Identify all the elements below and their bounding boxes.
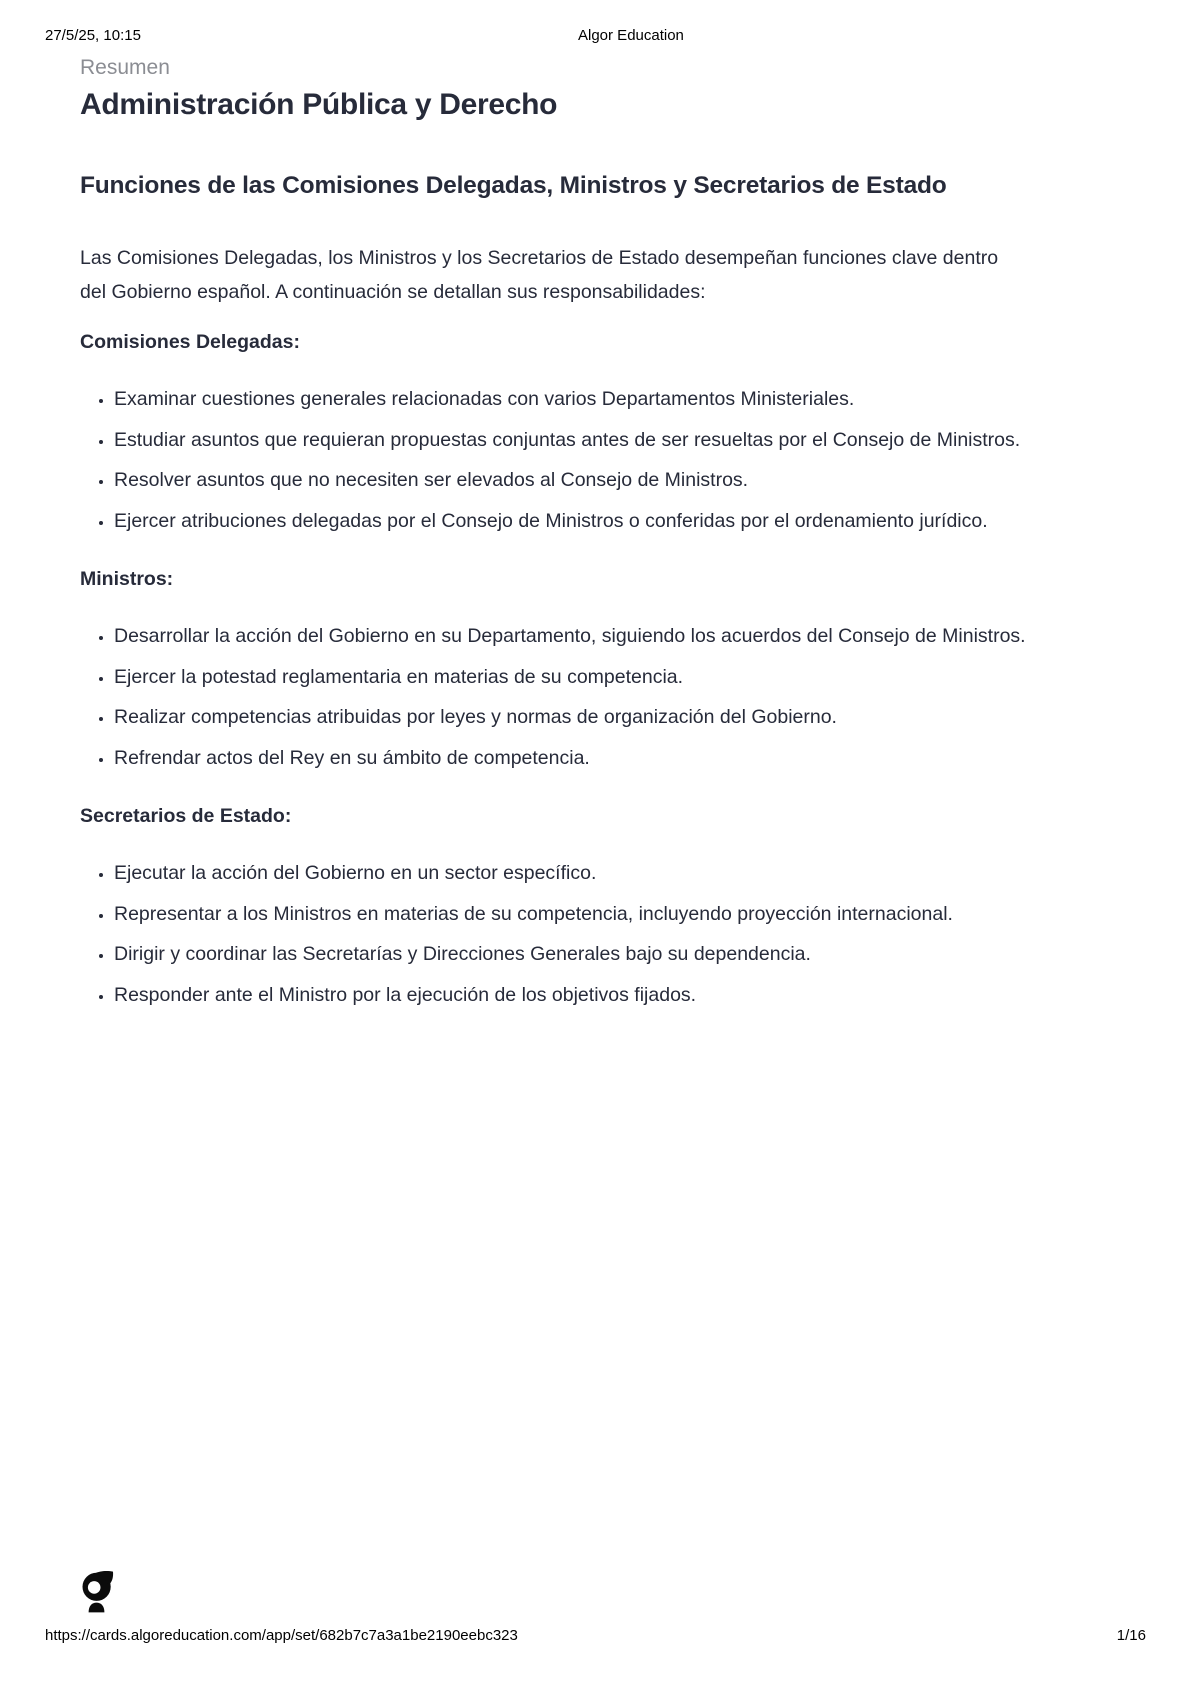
list-item: • Dirigir y coordinar las Secretarías y Direcciones Generales bajo su dependencia. bbox=[114, 938, 1026, 972]
document-content bbox=[80, 55, 1112, 1019]
kicker-label: Resumen bbox=[80, 56, 170, 79]
list-item: • Representar a los Ministros en materias de su competencia, incluyendo proyección internacional. bbox=[114, 898, 1026, 932]
print-url: https://cards.algoreducation.com/app/set/682b7c7a3a1be2190eebc323 bbox=[45, 1627, 518, 1644]
list-item: • Examinar cuestiones generales relacionadas con varios Departamentos Ministeriales. bbox=[114, 383, 1026, 417]
print-header bbox=[45, 27, 1145, 47]
page-title: Administración Pública y Derecho bbox=[80, 88, 558, 122]
bullet-list-secretarios bbox=[80, 857, 1112, 1012]
list-item: • Ejercer la potestad reglamentaria en materias de su competencia. bbox=[114, 661, 1026, 695]
list-item: • Ejecutar la acción del Gobierno en un sector específico. bbox=[114, 857, 1026, 891]
bullet-list-comisiones bbox=[80, 383, 1112, 538]
list-item: • Resolver asuntos que no necesiten ser elevados al Consejo de Ministros. bbox=[114, 464, 1026, 498]
group-label-secretarios: Secretarios de Estado: bbox=[80, 805, 292, 828]
bullet-list-ministros bbox=[80, 620, 1112, 775]
section-heading: Funciones de las Comisiones Delegadas, Ministros y Secretarios de Estado bbox=[80, 171, 947, 199]
list-item: • Realizar competencias atribuidas por leyes y normas de organización del Gobierno. bbox=[114, 701, 1026, 735]
list-item: • Responder ante el Ministro por la ejecución de los objetivos fijados. bbox=[114, 979, 1026, 1013]
list-item: • Refrendar actos del Rey en su ámbito de competencia. bbox=[114, 742, 1026, 776]
intro-paragraph: Las Comisiones Delegadas, los Ministros y los Secretarios de Estado desempeñan funciones clave dentro del Gobierno español. A continuación se detallan sus responsabilidades: bbox=[80, 247, 999, 303]
list-item: • Estudiar asuntos que requieran propuestas conjuntas antes de ser resueltas por el Consejo de Ministros. bbox=[114, 424, 1026, 458]
page-indicator: 1/16 bbox=[1116, 1627, 1146, 1644]
print-datetime: 27/5/25, 10:15 bbox=[45, 27, 141, 44]
list-item: • Ejercer atribuciones delegadas por el Consejo de Ministros o conferidas por el ordenamiento jurídico. bbox=[114, 505, 1026, 539]
print-doc-title: Algor Education bbox=[578, 27, 684, 44]
print-footer bbox=[45, 1627, 1146, 1647]
group-label-ministros: Ministros: bbox=[80, 568, 174, 591]
list-item: • Desarrollar la acción del Gobierno en su Departamento, siguiendo los acuerdos del Consejo de Ministros. bbox=[114, 620, 1026, 654]
group-label-comisiones: Comisiones Delegadas: bbox=[80, 331, 300, 354]
algor-logo-icon bbox=[80, 1570, 114, 1613]
